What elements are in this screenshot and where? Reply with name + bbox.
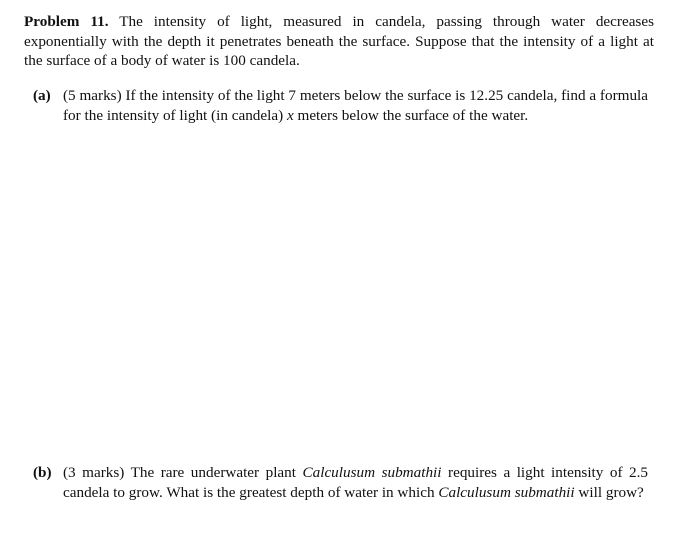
part-a-text <box>63 86 648 125</box>
part-b-text-1: (3 marks) The rare underwater plant <box>63 464 296 481</box>
part-a-label: (a) <box>33 87 51 104</box>
species-name-1: Calculusum submathii <box>302 464 442 481</box>
problem-intro-text: The intensity of light, measured in candela, passing through water decreases exponentially with the depth it penetrates beneath the surface. Suppose that the intensity of a light at the surface of a body of water is 100 candela. <box>24 13 654 69</box>
problem-heading: Problem 11. <box>24 13 109 30</box>
species-name-2: Calculusum submathii <box>438 483 575 501</box>
part-a <box>33 86 648 125</box>
part-b <box>33 463 648 502</box>
part-a-text-end: meters below the surface of the water. <box>297 106 529 124</box>
variable-x: x <box>286 106 294 124</box>
problem-statement <box>24 12 654 71</box>
part-b-text <box>63 463 648 502</box>
part-b-label: (b) <box>33 464 52 481</box>
part-a-text-start: (5 marks) If the intensity of the light 7 meters below the surface is 12.25 candela, find a formula for the intensity of light (in candela) <box>63 87 648 124</box>
part-b-text-3: will grow? <box>578 483 644 501</box>
part-b-text-2: requires a light intensity of 2.5 candela to grow. What is the greatest depth of water in which <box>63 464 649 501</box>
